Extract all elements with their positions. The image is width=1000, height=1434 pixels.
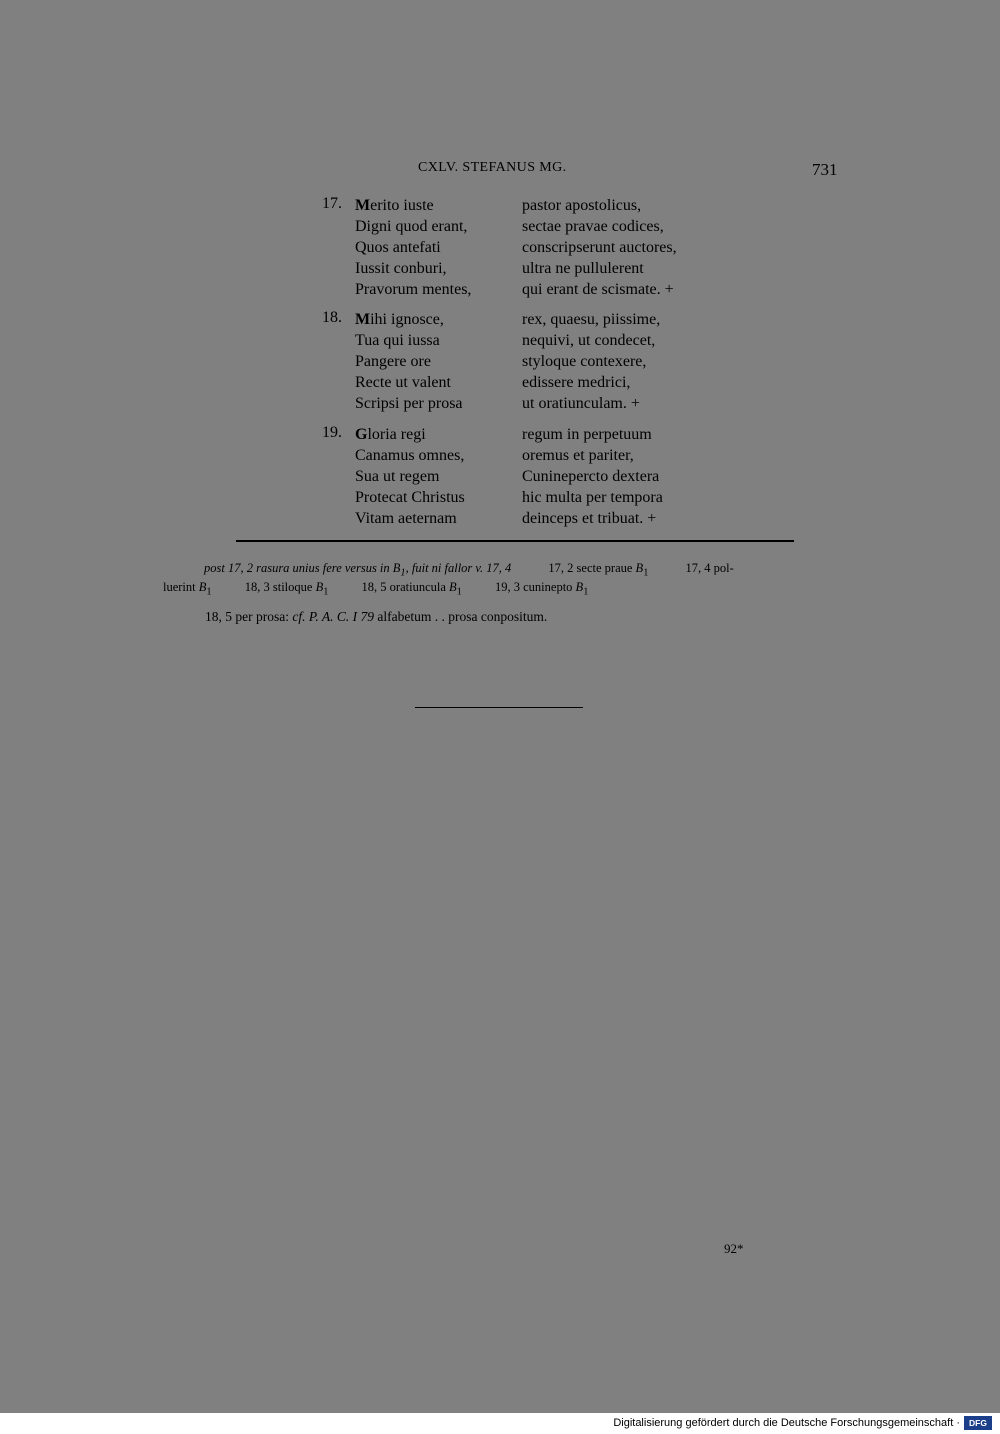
apparatus-entry: 19, 3 cuninepto $B_1$: [495, 580, 589, 598]
verse-line: [322, 351, 752, 372]
verse-left: erito iuste: [370, 197, 434, 214]
apparatus-entry: 17, 2 secte praue $B_1$: [548, 561, 649, 579]
stanza-19: [322, 424, 752, 529]
stanza-number: 19.: [322, 424, 342, 441]
verse-right: edissere medrici,: [522, 374, 631, 391]
footer-credit: Digitalisierung gefördert durch die Deutsche Forschungsgemeinschaft ·: [613, 1417, 960, 1429]
verse-left: Canamus omnes,: [355, 447, 465, 464]
verse-left: Tua qui iussa: [355, 332, 440, 349]
apparatus-rule: [236, 540, 794, 542]
apparatus-entry: post 17, 2 rasura unius fere versus in B: [204, 561, 401, 575]
verse-left: Recte ut valent: [355, 374, 451, 391]
verse-left: loria regi: [367, 426, 426, 443]
verse-right: pastor apostolicus,: [522, 197, 642, 214]
verse-left: Iussit conburi,: [355, 260, 447, 277]
verse-left: Scripsi per prosa: [355, 395, 463, 412]
verse-left: Pangere ore: [355, 353, 431, 370]
verse-left: Digni quod erant,: [355, 218, 468, 235]
stanza-17: [322, 195, 752, 300]
page-number: 731: [812, 160, 838, 179]
verse-left: Vitam aeternam: [355, 510, 457, 527]
apparatus-entry: 18, 3 stiloque $B_1$: [244, 580, 329, 598]
commentary-note: 18, 5 per prosa: cf. P. A. C. I 79 alfabetum . . prosa conpositum.: [205, 609, 548, 624]
verse-right: nequivi, ut condecet,: [522, 332, 656, 349]
apparatus-entry: 17, 4 pol-: [685, 561, 734, 575]
stanza-number: 17.: [322, 195, 342, 212]
verse-line: [322, 216, 752, 237]
apparatus-entry: luerint $B_1$: [163, 580, 212, 598]
digitization-footer: [0, 1413, 1000, 1434]
verse-right: rex, quaesu, piissime,: [522, 311, 661, 328]
apparatus-entry: 18, 5 oratiuncula $B_1$: [361, 580, 462, 598]
apparatus-line: post 17, 2 rasura unius fere versus in $B_1$, fuit ni fallor v. 17, 4 17, 2 secte praue $B_1$ 17, 4 pol-: [204, 561, 734, 579]
verse-line: [322, 487, 752, 508]
verse-right: regum in perpetuum: [522, 426, 652, 443]
verse-left: Sua ut regem: [355, 468, 440, 485]
verse-left: ihi ignosce,: [370, 311, 444, 328]
verse-line: [322, 466, 752, 487]
verse-line: [322, 279, 752, 300]
verse-line: [322, 508, 752, 529]
verse-left: Quos antefati: [355, 239, 441, 256]
verse-right: ut oratiunculam. +: [522, 395, 640, 412]
stanza-18: [322, 309, 752, 414]
verse-right: ultra ne pullulerent: [522, 260, 644, 277]
verse-right: qui erant de scismate. +: [522, 281, 674, 298]
signature-mark: 92*: [724, 1241, 744, 1256]
verse-right: oremus et pariter,: [522, 447, 634, 464]
verse-left: Protecat Christus: [355, 489, 465, 506]
verse-right: hic multa per tempora: [522, 489, 663, 506]
verse-right: sectae pravae codices,: [522, 218, 664, 235]
verse-line: [322, 309, 752, 330]
verse-line: [322, 372, 752, 393]
verse-right: conscripserunt auctores,: [522, 239, 677, 256]
initial-letter: M: [355, 311, 371, 328]
end-rule: [415, 707, 583, 708]
running-title: CXLV. STEFANUS MG.: [418, 160, 567, 175]
initial-letter: M: [355, 197, 371, 214]
verse-line: [322, 237, 752, 258]
initial-letter: G: [355, 426, 368, 443]
verse-right: deinceps et tribuat. +: [522, 510, 657, 527]
verse-line: [322, 424, 752, 445]
verse-line: [322, 195, 752, 216]
apparatus-line: [163, 580, 588, 598]
verse-line: [322, 393, 752, 414]
verse-left: Pravorum mentes,: [355, 281, 472, 298]
verse-right: Cuninepercto dextera: [522, 468, 660, 485]
verse-right: styloque contexere,: [522, 353, 647, 370]
verse-line: [322, 330, 752, 351]
dfg-logo[interactable]: DFG: [964, 1416, 992, 1430]
verse-line: [322, 258, 752, 279]
stanza-number: 18.: [322, 309, 342, 326]
verse-line: [322, 445, 752, 466]
